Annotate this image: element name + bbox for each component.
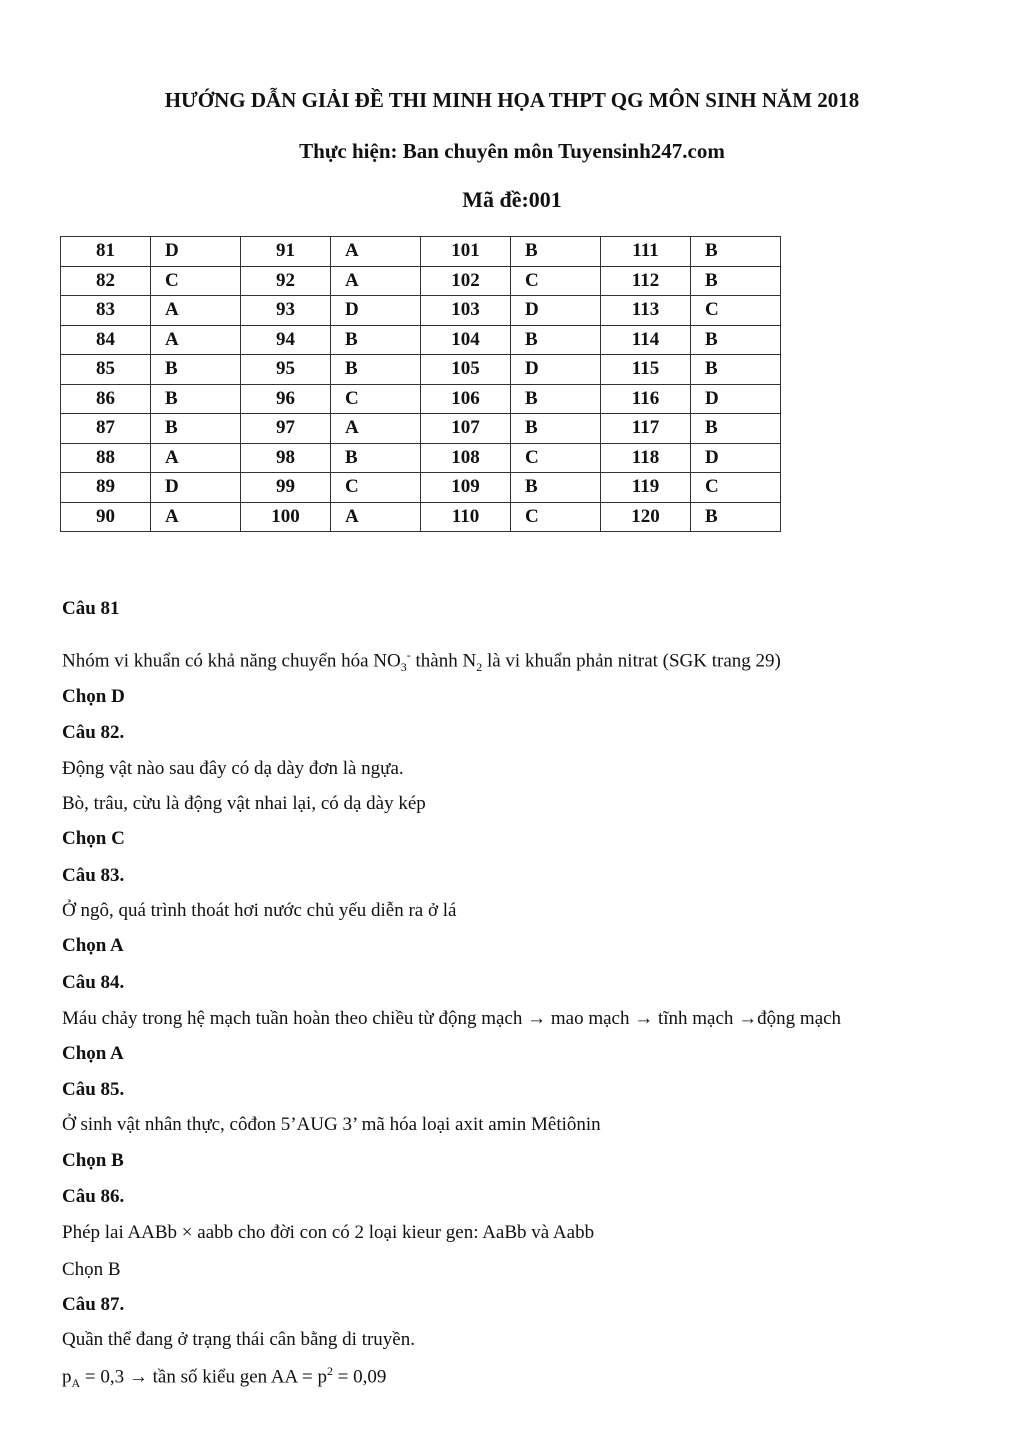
answer-letter-cell: B	[331, 443, 421, 473]
q81-choice: Chọn D	[62, 686, 125, 707]
answer-letter-cell: C	[511, 443, 601, 473]
answer-row	[61, 296, 781, 326]
answer-letter-cell: B	[511, 325, 601, 355]
question-number-cell: 92	[241, 266, 331, 296]
answer-letter-cell: D	[331, 296, 421, 326]
question-number-cell: 111	[601, 237, 691, 267]
answer-row	[61, 325, 781, 355]
answer-letter-cell: B	[151, 414, 241, 444]
question-number-cell: 97	[241, 414, 331, 444]
answer-letter-cell: C	[691, 296, 781, 326]
q82-explanation-1: Động vật nào sau đây có dạ dày đơn là ngựa.	[62, 758, 404, 779]
question-number-cell: 119	[601, 473, 691, 503]
q87-explanation-2: $p_A = 0,3$ → tần số kiểu gen AA = $p^2 = 0,09$	[62, 1364, 387, 1391]
question-number-cell: 96	[241, 384, 331, 414]
q81-heading: Câu 81	[62, 598, 120, 619]
answer-letter-cell: A	[331, 502, 421, 532]
q85-choice: Chọn B	[62, 1150, 124, 1171]
answer-letter-cell: A	[151, 502, 241, 532]
q87-explanation-1: Quần thể đang ở trạng thái cân bằng di truyền.	[62, 1329, 415, 1350]
q86-heading: Câu 86.	[62, 1186, 125, 1207]
question-number-cell: 99	[241, 473, 331, 503]
q83-explanation: Ở ngô, quá trình thoát hơi nước chủ yếu diễn ra ở lá	[62, 900, 457, 921]
question-number-cell: 87	[61, 414, 151, 444]
question-number-cell: 116	[601, 384, 691, 414]
q81-explanation: Nhóm vi khuẩn có khả năng chuyển hóa $NO_3^-$ thành $N_2$ là vi khuẩn phản nitrat (SGK trang 29)	[62, 648, 781, 675]
question-number-cell: 108	[421, 443, 511, 473]
answer-letter-cell: C	[331, 384, 421, 414]
question-number-cell: 81	[61, 237, 151, 267]
question-number-cell: 106	[421, 384, 511, 414]
question-number-cell: 113	[601, 296, 691, 326]
exam-code: Mã đề:001	[462, 187, 562, 212]
question-number-cell: 90	[61, 502, 151, 532]
answer-letter-cell: C	[151, 266, 241, 296]
question-number-cell: 120	[601, 502, 691, 532]
answer-letter-cell: A	[151, 443, 241, 473]
answer-row	[61, 355, 781, 385]
question-number-cell: 82	[61, 266, 151, 296]
question-number-cell: 104	[421, 325, 511, 355]
answer-row	[61, 266, 781, 296]
q82-explanation-2: Bò, trâu, cừu là động vật nhai lại, có dạ dày kép	[62, 793, 426, 814]
question-number-cell: 85	[61, 355, 151, 385]
answer-letter-cell: B	[691, 502, 781, 532]
question-number-cell: 114	[601, 325, 691, 355]
question-number-cell: 93	[241, 296, 331, 326]
question-number-cell: 110	[421, 502, 511, 532]
answer-letter-cell: D	[151, 237, 241, 267]
answer-letter-cell: A	[331, 266, 421, 296]
answer-letter-cell: B	[511, 384, 601, 414]
q83-heading: Câu 83.	[62, 865, 125, 886]
question-number-cell: 115	[601, 355, 691, 385]
answer-letter-cell: B	[691, 237, 781, 267]
q84-choice: Chọn A	[62, 1043, 124, 1064]
question-number-cell: 83	[61, 296, 151, 326]
question-number-cell: 118	[601, 443, 691, 473]
answer-letter-cell: D	[511, 296, 601, 326]
q87-heading: Câu 87.	[62, 1294, 125, 1315]
question-number-cell: 95	[241, 355, 331, 385]
answer-letter-cell: D	[511, 355, 601, 385]
answer-letter-cell: B	[691, 325, 781, 355]
answer-letter-cell: C	[331, 473, 421, 503]
q86-choice: Chọn B	[62, 1259, 121, 1280]
question-number-cell: 105	[421, 355, 511, 385]
question-number-cell: 98	[241, 443, 331, 473]
answer-letter-cell: D	[691, 384, 781, 414]
answer-letter-cell: B	[151, 384, 241, 414]
question-number-cell: 100	[241, 502, 331, 532]
answer-letter-cell: B	[151, 355, 241, 385]
answer-row	[61, 443, 781, 473]
question-number-cell: 103	[421, 296, 511, 326]
answer-letter-cell: B	[511, 473, 601, 503]
answer-letter-cell: B	[511, 237, 601, 267]
answer-letter-cell: C	[691, 473, 781, 503]
answer-letter-cell: B	[691, 414, 781, 444]
answer-letter-cell: B	[691, 266, 781, 296]
question-number-cell: 102	[421, 266, 511, 296]
answer-letter-cell: D	[691, 443, 781, 473]
q85-explanation: Ở sinh vật nhân thực, côđon 5’AUG 3’ mã hóa loại axit amin Mêtiônin	[62, 1114, 601, 1135]
document-title: HƯỚNG DẪN GIẢI ĐỀ THI MINH HỌA THPT QG MÔN SINH NĂM 2018	[164, 88, 860, 112]
answer-row	[61, 414, 781, 444]
question-number-cell: 89	[61, 473, 151, 503]
question-number-cell: 112	[601, 266, 691, 296]
question-number-cell: 84	[61, 325, 151, 355]
answer-letter-cell: A	[151, 296, 241, 326]
question-number-cell: 88	[61, 443, 151, 473]
q83-choice: Chọn A	[62, 935, 124, 956]
answer-letter-cell: B	[511, 414, 601, 444]
document-subtitle: Thực hiện: Ban chuyên môn Tuyensinh247.com	[299, 139, 725, 163]
q82-choice: Chọn C	[62, 828, 125, 849]
answer-row	[61, 237, 781, 267]
answer-row	[61, 384, 781, 414]
question-number-cell: 109	[421, 473, 511, 503]
question-number-cell: 91	[241, 237, 331, 267]
answer-letter-cell: A	[151, 325, 241, 355]
answer-letter-cell: B	[331, 325, 421, 355]
question-number-cell: 94	[241, 325, 331, 355]
answer-letter-cell: B	[331, 355, 421, 385]
q84-explanation: Máu chảy trong hệ mạch tuần hoàn theo chiều từ động mạch → mao mạch → tĩnh mạch →động mạch	[62, 1008, 842, 1029]
answer-row	[61, 502, 781, 532]
answer-letter-cell: C	[511, 266, 601, 296]
question-number-cell: 107	[421, 414, 511, 444]
answer-letter-cell: A	[331, 237, 421, 267]
question-number-cell: 86	[61, 384, 151, 414]
answer-row	[61, 473, 781, 503]
q86-explanation: Phép lai AABb × aabb cho đời con có 2 loại kieur gen: AaBb và Aabb	[62, 1222, 595, 1243]
answer-letter-cell: C	[511, 502, 601, 532]
q85-heading: Câu 85.	[62, 1079, 125, 1100]
q84-heading: Câu 84.	[62, 972, 125, 993]
question-number-cell: 117	[601, 414, 691, 444]
answer-letter-cell: A	[331, 414, 421, 444]
question-number-cell: 101	[421, 237, 511, 267]
q82-heading: Câu 82.	[62, 722, 125, 743]
answer-letter-cell: B	[691, 355, 781, 385]
answer-letter-cell: D	[151, 473, 241, 503]
answer-key-table	[60, 236, 781, 532]
